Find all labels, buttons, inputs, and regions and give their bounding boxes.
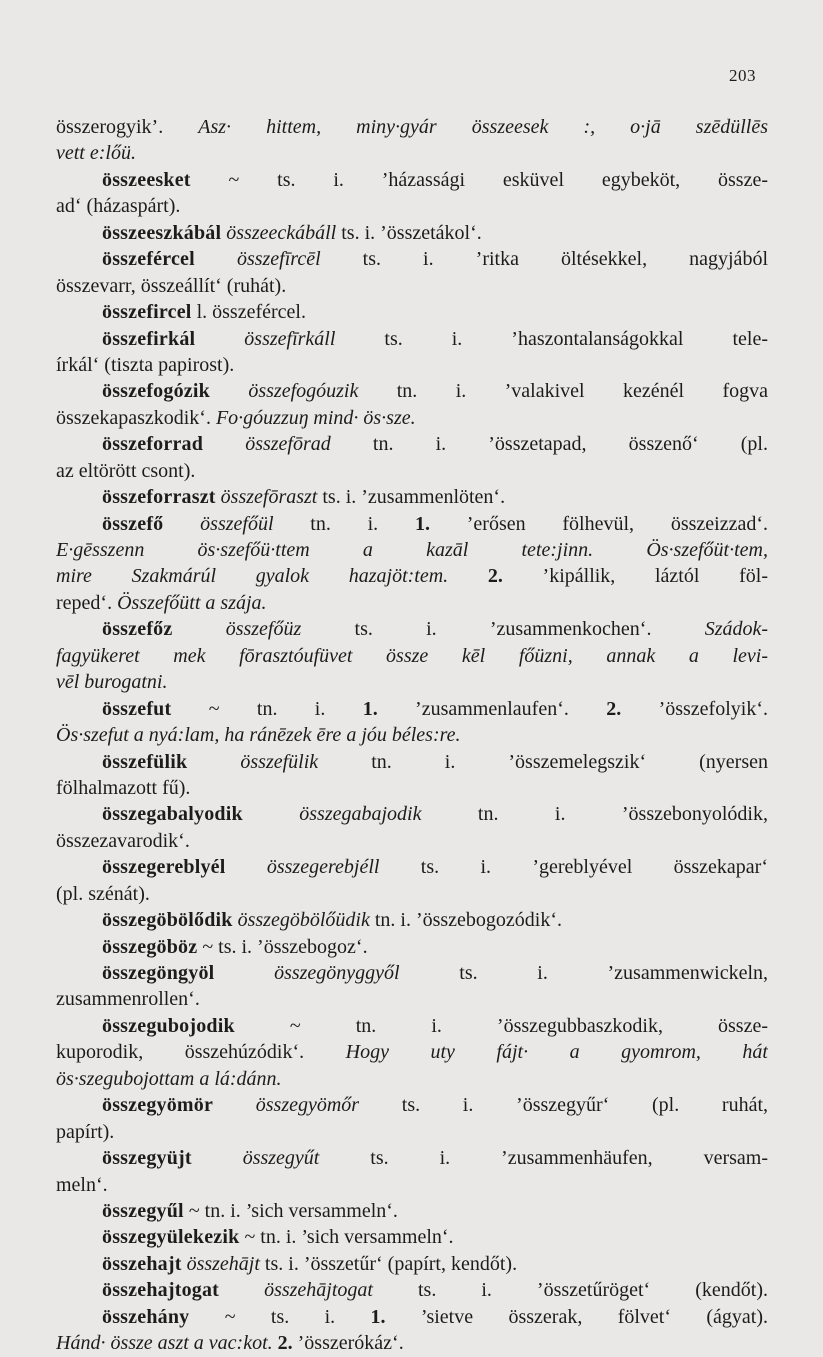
headword: összegyülekezik <box>102 1226 240 1249</box>
definition-text: az eltörött csont). <box>56 459 196 482</box>
sense-number: 2. <box>277 1332 293 1355</box>
definition-text: összevarr, összeállít‘ (ruhát). <box>56 274 287 297</box>
dialect-example: E·gēsszenn ös·szefőü·ttem a kazāl tete:jinn. Ös·szefőüt·tem, <box>56 539 768 561</box>
headword: összefércel <box>102 248 195 271</box>
headword: összefircel <box>102 301 192 324</box>
dialect-example: összegyömőr <box>255 1094 360 1117</box>
definition-text: (pl. szénát). <box>56 882 150 905</box>
definition-text: zusammenrollen‘. <box>56 988 200 1011</box>
headword: összefut <box>102 697 172 720</box>
definition-text: ts. i. ’haszontalanságokkal tele- <box>335 327 768 350</box>
definition-text <box>195 328 244 350</box>
dialect-example: összegabajodik <box>299 803 422 826</box>
definition-text <box>163 513 200 535</box>
text-line <box>56 563 768 589</box>
definition-text: összekapaszkodik‘. <box>56 406 216 429</box>
headword: összegubojodik <box>102 1014 235 1037</box>
definition-text <box>195 248 237 270</box>
definition-text <box>172 618 225 640</box>
text-line <box>56 537 768 563</box>
dialect-example: Ös·szefut a nyá:lam, ha ránēzek ēre a jóu béles:re. <box>56 724 461 747</box>
text-line <box>56 511 768 537</box>
definition-text <box>203 433 245 455</box>
definition-text: tn. i. <box>273 512 415 535</box>
definition-text: ~ tn. i. ’összegubbaszkodik, össze- <box>234 1014 768 1037</box>
text-line <box>56 405 768 431</box>
text-line <box>56 643 768 669</box>
headword: összeesket <box>102 168 191 191</box>
text-line <box>56 722 768 748</box>
definition-text: l. összefércel. <box>191 301 306 324</box>
text-line <box>56 114 768 140</box>
text-line <box>56 193 768 219</box>
text-line <box>56 352 768 378</box>
definition-text: ts. i. ’összegyűr‘ (pl. ruhát, <box>359 1094 768 1117</box>
definition-text: ’összerókáz‘. <box>292 1332 404 1355</box>
definition-text: tn. i. ’összemelegszik‘ (nyersen <box>318 750 768 773</box>
definition-text: ’sietve összerak, fölvet‘ (ágyat). <box>385 1305 768 1328</box>
dialect-example: Hánd· össze aszt a vac:kot. <box>56 1332 273 1355</box>
dialect-example: összegyűt <box>242 1147 320 1170</box>
text-line <box>56 854 768 880</box>
dialect-example: vett e:lőü. <box>56 142 136 165</box>
headword: összegabalyodik <box>102 803 243 826</box>
dialect-example: összehājt <box>186 1252 260 1275</box>
text-line <box>56 1198 768 1224</box>
text-line <box>56 1119 768 1145</box>
text-line <box>56 1039 768 1065</box>
text-line <box>56 458 768 484</box>
definition-text: ~ tn. i. <box>171 697 363 720</box>
sense-number: 1. <box>414 512 430 535</box>
text-line <box>56 1277 768 1303</box>
dialect-example: összehājtogat <box>264 1279 373 1302</box>
definition-text: összezavarodik‘. <box>56 829 190 852</box>
definition-text: tn. i. ’összebogozódik‘. <box>369 909 563 932</box>
definition-text: reped‘. <box>56 591 118 614</box>
headword: összeforraszt <box>102 486 216 509</box>
dialect-example: Szádok- <box>704 618 768 641</box>
definition-text: ’összefolyik‘. <box>621 697 768 720</box>
text-line <box>56 1304 768 1330</box>
definition-text: meln‘. <box>56 1173 108 1196</box>
text-line <box>56 960 768 986</box>
text-line <box>56 299 768 325</box>
text-line <box>56 140 768 166</box>
headword: összegyűl <box>102 1199 184 1222</box>
definition-text: írkál‘ (tiszta papirost). <box>56 353 235 376</box>
text-line <box>56 986 768 1012</box>
headword: összegyüjt <box>102 1147 192 1170</box>
dialect-example: Asz· hittem, miny·gyár összeesek :, o·jā szēdüllēs <box>198 116 768 138</box>
headword: összegereblyél <box>102 856 226 879</box>
dialect-example: Összefőütt a szája. <box>117 591 267 614</box>
definition-text <box>210 380 248 402</box>
dialect-example: mire Szakmárúl gyalok hazajöt:tem. <box>56 565 449 588</box>
definition-text: ts. i. ’összetűr‘ (papírt, kendőt). <box>259 1252 518 1275</box>
sense-number: 1. <box>370 1305 386 1328</box>
headword: összeforrad <box>102 433 204 456</box>
dialect-example: összeeckábáll <box>226 221 337 244</box>
definition-text: ’kipállik, láztól föl- <box>502 565 768 588</box>
sense-number: 2. <box>606 697 622 720</box>
text-line <box>56 1092 768 1118</box>
definition-text <box>243 803 299 825</box>
definition-text: ts. i. ’zusammenhäufen, versam- <box>319 1147 768 1170</box>
text-line <box>56 590 768 616</box>
dialect-example: összefőüz <box>225 618 302 641</box>
definition-text: ~ ts. i. ’házassági esküvel egybeköt, össze- <box>190 168 768 191</box>
text-line <box>56 1172 768 1198</box>
definition-text <box>187 751 240 773</box>
headword: összegöbölődik <box>102 909 233 932</box>
text-line <box>56 378 768 404</box>
definition-text: összerogyik’. <box>56 116 199 138</box>
definition-text: ~ ts. i. <box>189 1305 371 1328</box>
text-line <box>56 616 768 642</box>
text-line <box>56 1224 768 1250</box>
definition-text: ad‘ (házaspárt). <box>56 195 181 218</box>
definition-text: ~ ts. i. ’összebogoz‘. <box>197 935 368 958</box>
headword: összehajt <box>102 1252 182 1275</box>
headword: összefőz <box>102 618 173 641</box>
definition-text: ts. i. ’zusammenkochen‘. <box>301 618 705 641</box>
sense-number: 2. <box>487 565 503 588</box>
dialect-example: összefōrad <box>245 433 331 456</box>
headword: összeeszkábál <box>102 221 222 244</box>
text-line <box>56 484 768 510</box>
definition-text <box>219 1279 264 1301</box>
dialect-example: Hogy uty fájt· a gyomrom, hát <box>345 1041 768 1064</box>
dialect-example: összegerebjéll <box>266 856 380 879</box>
definition-text: fölhalmazott fű). <box>56 776 191 799</box>
headword: összehajtogat <box>102 1279 220 1302</box>
headword: összefülik <box>102 750 188 773</box>
definition-text <box>213 1094 256 1116</box>
text-line <box>56 934 768 960</box>
text-line <box>56 167 768 193</box>
definition-text: ts. i. ’zusammenwickeln, <box>399 962 768 984</box>
sense-number: 1. <box>362 697 378 720</box>
definition-text: tn. i. ’összebonyolódik, <box>421 803 768 826</box>
text-line <box>56 220 768 246</box>
definition-text: ts. i. ’zusammenlöten‘. <box>317 486 506 509</box>
headword: összegyömör <box>102 1094 214 1117</box>
headword: összehány <box>102 1305 190 1328</box>
definition-text: ts. i. ’összetákol‘. <box>336 221 482 244</box>
text-line <box>56 907 768 933</box>
page-number: 203 <box>729 66 756 85</box>
dialect-example: összefogóuzik <box>248 380 359 403</box>
text-line <box>56 669 768 695</box>
definition-text <box>214 962 274 984</box>
text-line <box>56 1013 768 1039</box>
text-line <box>56 1251 768 1277</box>
text-line <box>56 801 768 827</box>
text-line <box>56 326 768 352</box>
dialect-example: fagyükeret mek fōrasztóufüvet össze kēl főüzni, annak a levi- <box>56 644 768 667</box>
dialect-example: összefōraszt <box>220 486 318 509</box>
dialect-example: összegöbölőüdik <box>237 909 370 932</box>
headword: összefogózik <box>102 380 210 403</box>
definition-text: ~ tn. i. ’sich versammeln‘. <box>239 1226 454 1249</box>
definition-text: ~ tn. i. ’sich versammeln‘. <box>183 1199 398 1222</box>
definition-text <box>448 565 488 587</box>
text-line <box>56 696 768 722</box>
definition-text: kuporodik, összehúzódik‘. <box>56 1041 346 1064</box>
text-line <box>56 246 768 272</box>
definition-text <box>226 856 267 878</box>
text-line <box>56 431 768 457</box>
text-line <box>56 749 768 775</box>
headword: összegöngyöl <box>102 962 215 984</box>
headword: összefirkál <box>102 327 196 350</box>
text-line <box>56 775 768 801</box>
dialect-example: összegönyggyől <box>274 962 400 984</box>
dictionary-text-column <box>56 114 768 1357</box>
definition-text: ts. i. ’összetűröget‘ (kendőt). <box>372 1279 768 1302</box>
definition-text: tn. i. ’összetapad, összenő‘ (pl. <box>330 433 768 456</box>
text-line <box>56 881 768 907</box>
dialect-example: ös·szegubojottam a lá:dánn. <box>56 1067 282 1090</box>
dialect-example: vēl burogatni. <box>56 671 168 694</box>
definition-text: ts. i. ’gereblyével összekapar‘ <box>379 856 768 879</box>
definition-text: ts. i. ’ritka öltésekkel, nagyjából <box>320 248 768 271</box>
dialect-example: Fo·góuzzuŋ mind· ös·sze. <box>215 406 416 429</box>
text-line <box>56 1066 768 1092</box>
definition-text: ’erősen fölhevül, összeizzad‘. <box>429 512 768 535</box>
dialect-example: összefőül <box>200 512 274 535</box>
dialect-example: összefülik <box>240 750 319 773</box>
headword: összefő <box>102 512 164 535</box>
text-line <box>56 273 768 299</box>
text-line <box>56 1330 768 1356</box>
text-line <box>56 828 768 854</box>
dialect-example: összefīrkáll <box>244 327 336 350</box>
text-line <box>56 1145 768 1171</box>
dialect-example: összefīrcēl <box>236 248 321 271</box>
definition-text: ’zusammenlaufen‘. <box>377 697 607 720</box>
definition-text <box>192 1147 243 1169</box>
headword: összegöböz <box>102 935 198 958</box>
definition-text: tn. i. ’valakivel kezénél fogva <box>358 380 768 403</box>
definition-text: papírt). <box>56 1120 115 1143</box>
